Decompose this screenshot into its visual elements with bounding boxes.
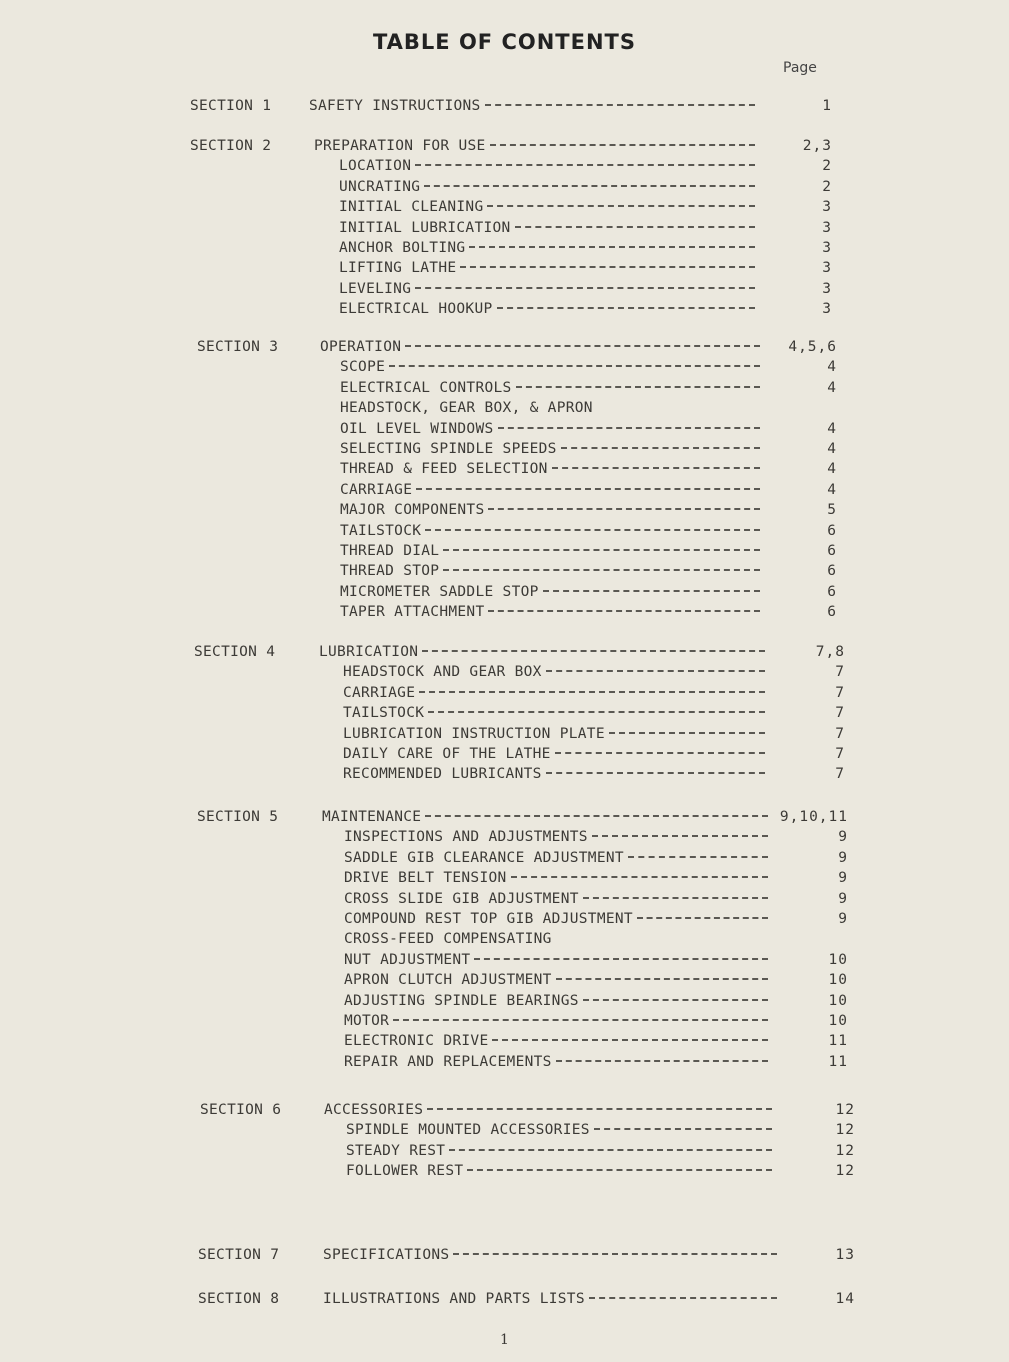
toc-item-row — [0, 480, 1009, 500]
item-page-number: 12 — [835, 1122, 855, 1139]
toc-item-text: HEADSTOCK, GEAR BOX, & APRON — [340, 400, 593, 417]
item-page-number: 6 — [827, 543, 837, 559]
section-title-text: SAFETY INSTRUCTIONS — [309, 98, 481, 114]
section-title — [320, 337, 760, 357]
item-page-number: 3 — [822, 260, 832, 277]
toc-item-text: INSPECTIONS AND ADJUSTMENTS — [344, 829, 588, 846]
toc-item-text: CARRIAGE — [340, 481, 413, 498]
toc-item-text: LUBRICATION INSTRUCTION PLATE — [343, 725, 605, 742]
section-title — [323, 1245, 777, 1265]
dot-leader — [594, 1128, 772, 1130]
toc-item — [344, 1011, 768, 1031]
toc-item-row — [0, 378, 1009, 398]
section-page-number: 2,3 — [802, 138, 832, 154]
toc-item — [339, 218, 755, 238]
dot-leader — [449, 1149, 772, 1151]
dot-leader — [498, 427, 760, 429]
toc-item — [340, 439, 760, 459]
toc-item — [339, 177, 755, 197]
section-label: SECTION 1 — [190, 98, 272, 114]
toc-item-text: CROSS SLIDE GIB ADJUSTMENT — [344, 890, 579, 907]
item-page-number: 7 — [835, 684, 845, 701]
toc-item-row — [0, 909, 1009, 929]
toc-item-row — [0, 889, 1009, 909]
toc-item-row — [0, 991, 1009, 1011]
item-page-number: 9 — [838, 829, 848, 846]
dot-leader — [497, 307, 755, 309]
dot-leader — [474, 958, 768, 960]
toc-item-text: COMPOUND REST TOP GIB ADJUSTMENT — [344, 911, 633, 927]
toc-item-row — [0, 541, 1009, 561]
section-title — [324, 1100, 772, 1120]
section-title-text: OPERATION — [320, 339, 402, 355]
toc-item-text: ADJUSTING SPINDLE BEARINGS — [344, 992, 579, 1009]
toc-item-row — [0, 764, 1009, 784]
toc-item-text: DRIVE BELT TENSION — [344, 870, 507, 887]
toc-item-text: ANCHOR BOLTING — [339, 240, 466, 256]
item-page-number: 3 — [822, 301, 832, 318]
dot-leader — [415, 164, 755, 166]
dot-leader — [428, 711, 765, 713]
item-page-number: 10 — [828, 1013, 848, 1029]
dot-leader — [460, 266, 755, 268]
dot-leader — [556, 978, 768, 980]
dot-leader — [511, 876, 768, 878]
toc-section-row — [0, 136, 1009, 156]
toc-item — [340, 500, 760, 520]
toc-item — [339, 279, 755, 299]
toc-section-row — [0, 1100, 1009, 1120]
toc-item — [343, 744, 765, 764]
toc-item — [344, 848, 768, 868]
toc-item-row — [0, 197, 1009, 217]
toc-item — [339, 258, 755, 278]
toc-item — [344, 909, 768, 929]
toc-item-row — [0, 970, 1009, 990]
item-page-number: 7 — [835, 746, 845, 762]
toc-item-row — [0, 177, 1009, 197]
toc-item — [339, 299, 755, 319]
dot-leader — [389, 365, 760, 367]
toc-item-row — [0, 439, 1009, 459]
toc-item-text: THREAD STOP — [340, 563, 440, 580]
toc-item — [344, 1052, 768, 1072]
toc-item-row — [0, 848, 1009, 868]
dot-leader — [415, 287, 755, 289]
item-page-number: 11 — [828, 1053, 848, 1070]
dot-leader — [583, 999, 768, 1001]
item-page-number: 4 — [827, 441, 837, 457]
toc-item-row — [0, 238, 1009, 258]
toc-item-text: INITIAL LUBRICATION — [339, 219, 511, 236]
toc-item-row — [0, 218, 1009, 238]
toc-item-row — [0, 500, 1009, 520]
toc-item — [343, 683, 765, 703]
section-title — [323, 1289, 777, 1309]
dot-leader — [393, 1019, 768, 1021]
dot-leader — [427, 1108, 772, 1110]
section-label: SECTION 4 — [194, 644, 276, 660]
dot-leader — [546, 670, 765, 672]
dot-leader — [552, 467, 760, 469]
toc-item-row — [0, 683, 1009, 703]
item-page-number: 7 — [835, 766, 845, 783]
dot-leader — [546, 772, 765, 774]
toc-item-row — [0, 582, 1009, 602]
item-page-number: 11 — [828, 1033, 848, 1050]
toc-section-row — [0, 1245, 1009, 1265]
toc-item — [346, 1120, 772, 1140]
toc-item-row — [0, 279, 1009, 299]
toc-item-row — [0, 1011, 1009, 1031]
toc-item-text: LOCATION — [339, 158, 412, 175]
section-title — [314, 136, 755, 156]
toc-item-text: SELECTING SPINDLE SPEEDS — [340, 441, 557, 457]
dot-leader — [488, 508, 760, 510]
toc-item — [339, 197, 755, 217]
toc-item — [340, 459, 760, 479]
toc-item-text: APRON CLUTCH ADJUSTMENT — [344, 972, 552, 989]
toc-item-text: OIL LEVEL WINDOWS — [340, 420, 494, 437]
toc-item-row — [0, 724, 1009, 744]
toc-item — [343, 724, 765, 744]
item-page-number: 6 — [827, 583, 837, 600]
toc-item-text: NUT ADJUSTMENT — [344, 951, 471, 968]
section-title-text: SPECIFICATIONS — [323, 1247, 450, 1263]
toc-item-row — [0, 602, 1009, 622]
toc-item-row — [0, 419, 1009, 439]
section-label: SECTION 7 — [198, 1247, 280, 1263]
section-title — [309, 96, 755, 116]
toc-item-text: MOTOR — [344, 1013, 390, 1029]
toc-section-row — [0, 642, 1009, 662]
dot-leader — [543, 590, 760, 592]
toc-section-row — [0, 1289, 1009, 1309]
item-page-number: 4 — [827, 481, 837, 498]
item-page-number: 12 — [835, 1142, 855, 1159]
toc-item-row — [0, 521, 1009, 541]
toc-item-row — [0, 827, 1009, 847]
item-page-number: 10 — [828, 972, 848, 989]
toc-item-text: THREAD & FEED SELECTION — [340, 461, 548, 478]
dot-leader — [424, 185, 755, 187]
dot-leader — [515, 226, 755, 228]
item-page-number: 7 — [835, 705, 845, 722]
item-page-number: 12 — [835, 1163, 855, 1180]
section-page-number: 7,8 — [815, 644, 845, 660]
toc-item-text: TAPER ATTACHMENT — [340, 604, 485, 621]
item-page-number: 2 — [822, 178, 832, 195]
item-page-number: 4 — [827, 420, 837, 437]
dot-leader — [425, 529, 760, 531]
toc-item-row — [0, 1141, 1009, 1161]
dot-leader — [487, 205, 755, 207]
item-page-number: 9 — [838, 911, 848, 927]
toc-item — [340, 419, 760, 439]
toc-item-row — [0, 703, 1009, 723]
toc-item-text: DAILY CARE OF THE LATHE — [343, 746, 551, 762]
item-page-number: 3 — [822, 280, 832, 297]
toc-item-row — [0, 744, 1009, 764]
dot-leader — [516, 386, 760, 388]
item-page-number: 7 — [835, 725, 845, 742]
toc-item-text: RECOMMENDED LUBRICANTS — [343, 766, 542, 783]
toc-item — [346, 1161, 772, 1181]
toc-item — [343, 764, 765, 784]
toc-item-text: ELECTRICAL CONTROLS — [340, 379, 512, 396]
section-title-text: MAINTENANCE — [322, 809, 422, 825]
section-page-number: 1 — [822, 98, 832, 114]
section-title-text: LUBRICATION — [319, 644, 419, 660]
toc-item-text: ELECTRICAL HOOKUP — [339, 301, 493, 318]
dot-leader — [555, 752, 765, 754]
dot-leader — [443, 549, 760, 551]
toc-item-row — [0, 357, 1009, 377]
item-page-number: 9 — [838, 849, 848, 866]
toc-section-row — [0, 96, 1009, 116]
dot-leader — [467, 1169, 772, 1171]
toc-item — [346, 1141, 772, 1161]
toc-item — [340, 582, 760, 602]
dot-leader — [419, 691, 765, 693]
toc-item-row — [0, 561, 1009, 581]
toc-item-text: CROSS-FEED COMPENSATING — [344, 931, 552, 948]
dot-leader — [453, 1253, 777, 1255]
dot-leader — [422, 650, 765, 652]
dot-leader — [469, 246, 755, 248]
dot-leader — [443, 569, 760, 571]
item-page-number: 4 — [827, 461, 837, 478]
toc-item-text: TAILSTOCK — [343, 705, 425, 722]
toc-item-text: UNCRATING — [339, 178, 421, 195]
toc-item — [344, 991, 768, 1011]
footer-page-number: 1 — [500, 1332, 509, 1348]
item-page-number: 6 — [827, 563, 837, 580]
dot-leader — [488, 610, 760, 612]
dot-leader — [405, 345, 760, 347]
item-page-number: 9 — [838, 870, 848, 887]
toc-item-text: TAILSTOCK — [340, 522, 422, 539]
section-label: SECTION 6 — [200, 1102, 282, 1118]
section-page-number: 9,10,11 — [779, 809, 848, 825]
section-title-text: PREPARATION FOR USE — [314, 138, 486, 154]
page-title: TABLE OF CONTENTS — [372, 30, 637, 54]
toc-item-text: SCOPE — [340, 359, 386, 376]
toc-item-row — [0, 868, 1009, 888]
section-title-text: ILLUSTRATIONS AND PARTS LISTS — [323, 1291, 585, 1307]
item-page-number: 6 — [827, 604, 837, 621]
toc-section-row — [0, 807, 1009, 827]
item-page-number: 2 — [822, 158, 832, 175]
section-page-number: 14 — [835, 1291, 855, 1307]
toc-item-text: LIFTING LATHE — [339, 260, 457, 277]
toc-item — [340, 521, 760, 541]
item-page-number: 7 — [835, 664, 845, 681]
item-page-number: 4 — [827, 359, 837, 376]
toc-item-row — [0, 258, 1009, 278]
toc-item-row — [0, 1031, 1009, 1051]
toc-item — [340, 602, 760, 622]
item-page-number: 3 — [822, 240, 832, 256]
toc-item — [340, 541, 760, 561]
toc-item-text: FOLLOWER REST — [346, 1163, 464, 1180]
section-label: SECTION 8 — [198, 1291, 280, 1307]
item-page-number: 6 — [827, 522, 837, 539]
toc-item — [344, 1031, 768, 1051]
toc-item — [340, 561, 760, 581]
toc-item — [343, 662, 765, 682]
toc-item-row — [0, 1161, 1009, 1181]
section-page-number: 12 — [835, 1102, 855, 1118]
dot-leader — [609, 732, 765, 734]
dot-leader — [561, 447, 760, 449]
toc-item — [340, 398, 760, 418]
toc-item-text: MAJOR COMPONENTS — [340, 502, 485, 519]
dot-leader — [628, 856, 768, 858]
section-title — [319, 642, 765, 662]
toc-item-row — [0, 929, 1009, 949]
dot-leader — [583, 897, 768, 899]
page-column-heading: Page — [783, 60, 817, 76]
toc-item — [344, 950, 768, 970]
item-page-number: 4 — [827, 379, 837, 396]
toc-item — [344, 970, 768, 990]
toc-item-text: ELECTRONIC DRIVE — [344, 1033, 489, 1050]
dot-leader — [425, 815, 768, 817]
item-page-number: 10 — [828, 951, 848, 968]
dot-leader — [416, 488, 760, 490]
toc-item — [340, 378, 760, 398]
dot-leader — [492, 1039, 768, 1041]
section-label: SECTION 5 — [197, 809, 279, 825]
toc-item-text: THREAD DIAL — [340, 543, 440, 559]
toc-item-text: REPAIR AND REPLACEMENTS — [344, 1053, 552, 1070]
toc-item-text: LEVELING — [339, 280, 412, 297]
toc-item-text: MICROMETER SADDLE STOP — [340, 583, 539, 600]
toc-item-row — [0, 398, 1009, 418]
toc-item-text: SPINDLE MOUNTED ACCESSORIES — [346, 1122, 590, 1139]
dot-leader — [592, 835, 768, 837]
dot-leader — [637, 917, 768, 919]
dot-leader — [490, 144, 755, 146]
section-page-number: 13 — [835, 1247, 855, 1263]
toc-item-text: CARRIAGE — [343, 684, 416, 701]
section-title — [322, 807, 768, 827]
toc-item — [344, 929, 768, 949]
item-page-number: 3 — [822, 199, 832, 216]
toc-section-row — [0, 337, 1009, 357]
toc-item-row — [0, 1052, 1009, 1072]
toc-item-text: INITIAL CLEANING — [339, 199, 484, 216]
toc-item-row — [0, 459, 1009, 479]
toc-item-text: STEADY REST — [346, 1142, 446, 1159]
toc-item-row — [0, 299, 1009, 319]
section-label: SECTION 2 — [190, 138, 272, 154]
toc-item — [343, 703, 765, 723]
toc-item-text: SADDLE GIB CLEARANCE ADJUSTMENT — [344, 849, 624, 866]
toc-item — [344, 889, 768, 909]
dot-leader — [556, 1060, 768, 1062]
dot-leader — [589, 1297, 777, 1299]
item-page-number: 3 — [822, 219, 832, 236]
toc-item-row — [0, 950, 1009, 970]
toc-item — [344, 827, 768, 847]
section-page-number: 4,5,6 — [788, 339, 837, 355]
toc-item — [340, 357, 760, 377]
dot-leader — [485, 104, 755, 106]
toc-item — [339, 238, 755, 258]
toc-item — [339, 156, 755, 176]
toc-item — [344, 868, 768, 888]
item-page-number: 9 — [838, 890, 848, 907]
section-label: SECTION 3 — [197, 339, 279, 355]
item-page-number: 10 — [828, 992, 848, 1009]
toc-item-row — [0, 1120, 1009, 1140]
toc-item-text: HEADSTOCK AND GEAR BOX — [343, 664, 542, 681]
toc-item — [340, 480, 760, 500]
toc-item-row — [0, 156, 1009, 176]
section-title-text: ACCESSORIES — [324, 1102, 424, 1118]
toc-item-row — [0, 662, 1009, 682]
item-page-number: 5 — [827, 502, 837, 519]
